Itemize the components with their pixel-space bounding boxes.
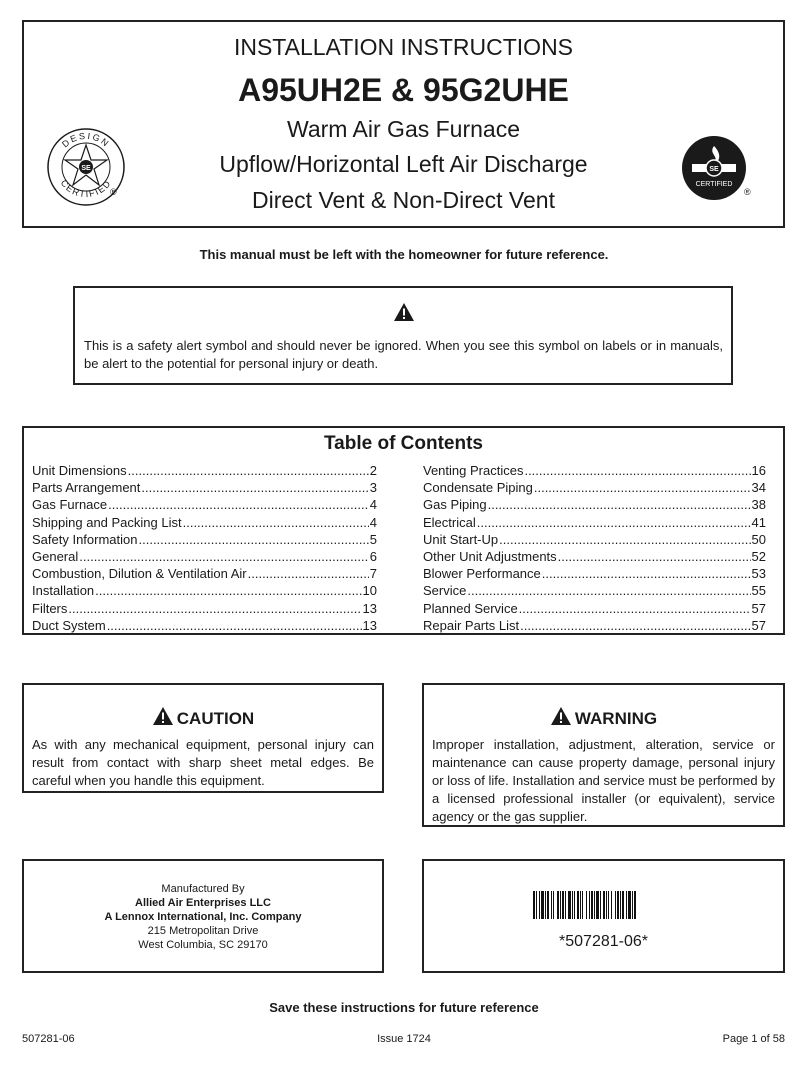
caution-box <box>22 683 384 793</box>
toc-leader-dots <box>128 463 369 478</box>
barcode-bar <box>553 891 554 919</box>
barcode-bar <box>533 891 535 919</box>
toc-entry <box>423 618 766 635</box>
toc-leader-dots <box>107 618 362 633</box>
barcode-bar <box>574 891 575 919</box>
svg-text:CERTIFIED <box>59 178 114 199</box>
toc-entry <box>32 480 377 497</box>
logo-left-bottom-text: CERTIFIED <box>58 177 114 200</box>
toc-entry-title: Electrical <box>423 514 476 530</box>
toc-entry-page: 4 <box>369 497 377 513</box>
barcode-bar <box>628 891 631 919</box>
warning-triangle-icon <box>152 706 174 726</box>
toc-entry-title: Gas Furnace <box>32 497 108 513</box>
manufacturer-box <box>22 859 384 973</box>
toc-leader-dots <box>524 463 750 478</box>
barcode-bar <box>557 891 559 919</box>
toc-leader-dots <box>141 480 368 495</box>
barcode-bar <box>611 891 612 919</box>
footer-page-number: Page 1 of 58 <box>722 1033 785 1045</box>
toc-entry-page: 38 <box>751 497 766 513</box>
footer-doc-number: 507281-06 <box>22 1033 75 1045</box>
document-type: INSTALLATION INSTRUCTIONS <box>233 34 574 60</box>
barcode-bar <box>620 891 621 919</box>
toc-leader-dots <box>520 618 750 633</box>
barcode-bar <box>634 891 636 919</box>
barcode-bar <box>541 891 544 919</box>
toc-leader-dots <box>183 515 369 530</box>
toc-entry <box>32 618 377 635</box>
toc-leader-dots <box>68 601 361 616</box>
barcode-bar <box>617 891 619 919</box>
table-of-contents <box>22 426 785 635</box>
toc-entry-page: 41 <box>751 514 766 530</box>
toc-left-column <box>32 463 377 635</box>
barcode-image <box>533 891 678 919</box>
toc-entry <box>423 583 766 600</box>
toc-entry-title: Combustion, Dilution & Ventilation Air <box>32 566 247 582</box>
warning-heading: WARNING <box>574 709 658 728</box>
toc-entry <box>423 515 766 532</box>
barcode-bar <box>577 891 579 919</box>
barcode-bar <box>568 891 571 919</box>
toc-entry-title: Shipping and Packing List <box>32 514 182 530</box>
street-address: 215 Metropolitan Drive <box>147 925 259 937</box>
toc-leader-dots <box>558 549 751 564</box>
toc-entry-page: 57 <box>751 617 766 633</box>
toc-leader-dots <box>79 549 369 564</box>
toc-entry-title: General <box>32 548 79 564</box>
barcode-bar <box>591 891 593 919</box>
caution-text: As with any mechanical equipment, personal injury can result from contact with sharp sheet metal edges. Be careful when you handle this equipment. <box>32 737 374 788</box>
barcode-bar <box>539 891 540 919</box>
toc-entry-title: Blower Performance <box>423 566 541 582</box>
toc-entry <box>32 601 377 618</box>
logo-left-top-text: DESIGN <box>60 130 112 150</box>
caution-heading: CAUTION <box>176 709 255 728</box>
toc-entry-title: Unit Dimensions <box>32 463 127 478</box>
barcode-bar <box>580 891 581 919</box>
barcode-bar <box>551 891 552 919</box>
toc-entry-page: 34 <box>751 480 766 496</box>
barcode-bar <box>626 891 627 919</box>
toc-entry <box>32 463 377 480</box>
toc-entry-page: 3 <box>369 480 377 496</box>
barcode-bar <box>582 891 583 919</box>
toc-leader-dots <box>542 566 751 581</box>
csa-certified-logo <box>680 134 748 202</box>
toc-entry <box>32 532 377 549</box>
manufacturer-name: Allied Air Enterprises LLC <box>135 897 271 909</box>
barcode-bar <box>596 891 599 919</box>
model-number: A95UH2E & 95G2UHE <box>238 72 569 108</box>
toc-entry-title: Service <box>423 583 467 599</box>
toc-entry-title: Planned Service <box>423 600 518 616</box>
toc-entry-title: Other Unit Adjustments <box>423 548 557 564</box>
barcode-bar <box>545 891 546 919</box>
toc-entry-title: Filters <box>32 600 68 616</box>
toc-entry <box>423 601 766 618</box>
toc-entry-page: 50 <box>751 531 766 547</box>
parent-company: A Lennox International, Inc. Company <box>104 911 302 923</box>
barcode-bar <box>600 891 601 919</box>
barcode-text: *507281-06* <box>559 933 648 950</box>
barcode-bar <box>632 891 633 919</box>
toc-leader-dots <box>477 515 751 530</box>
manufactured-by-label: Manufactured By <box>161 883 245 895</box>
safety-alert-text: This is a safety alert symbol and should never be ignored. When you see this symbol on labels or in manuals, be alert to the potential for personal injury or death. <box>84 338 723 371</box>
toc-leader-dots <box>467 583 750 598</box>
toc-entry-title: Gas Piping <box>423 497 487 513</box>
toc-entry <box>423 549 766 566</box>
toc-entry-title: Venting Practices <box>423 463 524 478</box>
registered-mark: ® <box>744 187 751 197</box>
toc-entry <box>423 566 766 583</box>
toc-entry-page: 55 <box>751 583 766 599</box>
warning-triangle-icon <box>550 706 572 726</box>
toc-leader-dots <box>534 480 751 495</box>
warning-triangle-icon <box>393 302 415 322</box>
warning-text: Improper installation, adjustment, alteration, service or maintenance can cause property damage, personal injury or loss of life. Installation and service must be performed by a licensed professional installer (or equivalent), service agency or the gas supplier. <box>432 737 775 824</box>
toc-leader-dots <box>139 532 369 547</box>
barcode-box <box>422 859 785 973</box>
toc-entry <box>32 549 377 566</box>
toc-entry-page: 2 <box>369 463 377 478</box>
footer-issue: Issue 1724 <box>377 1033 431 1045</box>
toc-entry-title: Condensate Piping <box>423 480 533 496</box>
toc-entry-page: 13 <box>362 600 377 616</box>
toc-entry <box>423 463 766 480</box>
toc-entry-page: 57 <box>751 600 766 616</box>
product-description: Warm Air Gas Furnace <box>286 116 521 142</box>
barcode-bar <box>615 891 616 919</box>
logo-right-center: SE <box>709 166 719 173</box>
toc-entry <box>423 497 766 514</box>
toc-entry-title: Unit Start-Up <box>423 531 499 547</box>
toc-entry-page: 10 <box>362 583 377 599</box>
vent-configuration: Direct Vent & Non-Direct Vent <box>252 187 555 213</box>
barcode-bar <box>547 891 549 919</box>
homeowner-note: This manual must be left with the homeowner for future reference. <box>199 247 609 262</box>
toc-title: Table of Contents <box>323 433 484 454</box>
toc-leader-dots <box>248 566 369 581</box>
barcode-bar <box>608 891 609 919</box>
toc-entry <box>423 532 766 549</box>
city-address: West Columbia, SC 29170 <box>138 939 268 951</box>
toc-entry <box>32 566 377 583</box>
discharge-configuration: Upflow/Horizontal Left Air Discharge <box>219 151 588 177</box>
toc-entry-title: Repair Parts List <box>423 617 520 633</box>
barcode-bar <box>572 891 573 919</box>
toc-entry-title: Installation <box>32 583 95 599</box>
barcode-bar <box>606 891 607 919</box>
toc-entry-page: 6 <box>369 548 377 564</box>
barcode-bar <box>562 891 564 919</box>
toc-leader-dots <box>108 497 369 512</box>
toc-right-column <box>423 463 766 635</box>
safety-alert-box <box>73 286 733 385</box>
barcode-bar <box>586 891 587 919</box>
toc-entry <box>32 583 377 600</box>
warning-box <box>422 683 785 827</box>
toc-leader-dots <box>519 601 751 616</box>
barcode-bar <box>594 891 595 919</box>
toc-entry-page: 7 <box>369 566 377 582</box>
barcode-bar <box>603 891 605 919</box>
toc-entry <box>423 480 766 497</box>
toc-entry-page: 13 <box>362 617 377 633</box>
toc-entry-page: 4 <box>369 514 377 530</box>
toc-leader-dots <box>488 497 751 512</box>
barcode-bar <box>589 891 590 919</box>
logo-left-center: SE <box>81 165 91 172</box>
toc-entry-page: 16 <box>751 463 766 478</box>
toc-entry-title: Parts Arrangement <box>32 480 141 496</box>
barcode-bar <box>536 891 537 919</box>
title-block <box>22 20 785 228</box>
barcode-bar <box>560 891 561 919</box>
toc-entry-page: 5 <box>369 531 377 547</box>
toc-entry-title: Safety Information <box>32 531 138 547</box>
toc-entry-title: Duct System <box>32 617 106 633</box>
toc-leader-dots <box>499 532 750 547</box>
toc-leader-dots <box>95 583 361 598</box>
save-instructions-note: Save these instructions for future reference <box>269 1000 539 1015</box>
logo-right-label: CERTIFIED <box>695 181 733 188</box>
toc-entry <box>32 515 377 532</box>
barcode-bar <box>565 891 566 919</box>
toc-entry-page: 52 <box>751 548 766 564</box>
registered-mark: ® <box>110 187 117 197</box>
toc-entry-page: 53 <box>751 566 766 582</box>
barcode-bar <box>622 891 624 919</box>
toc-entry <box>32 497 377 514</box>
